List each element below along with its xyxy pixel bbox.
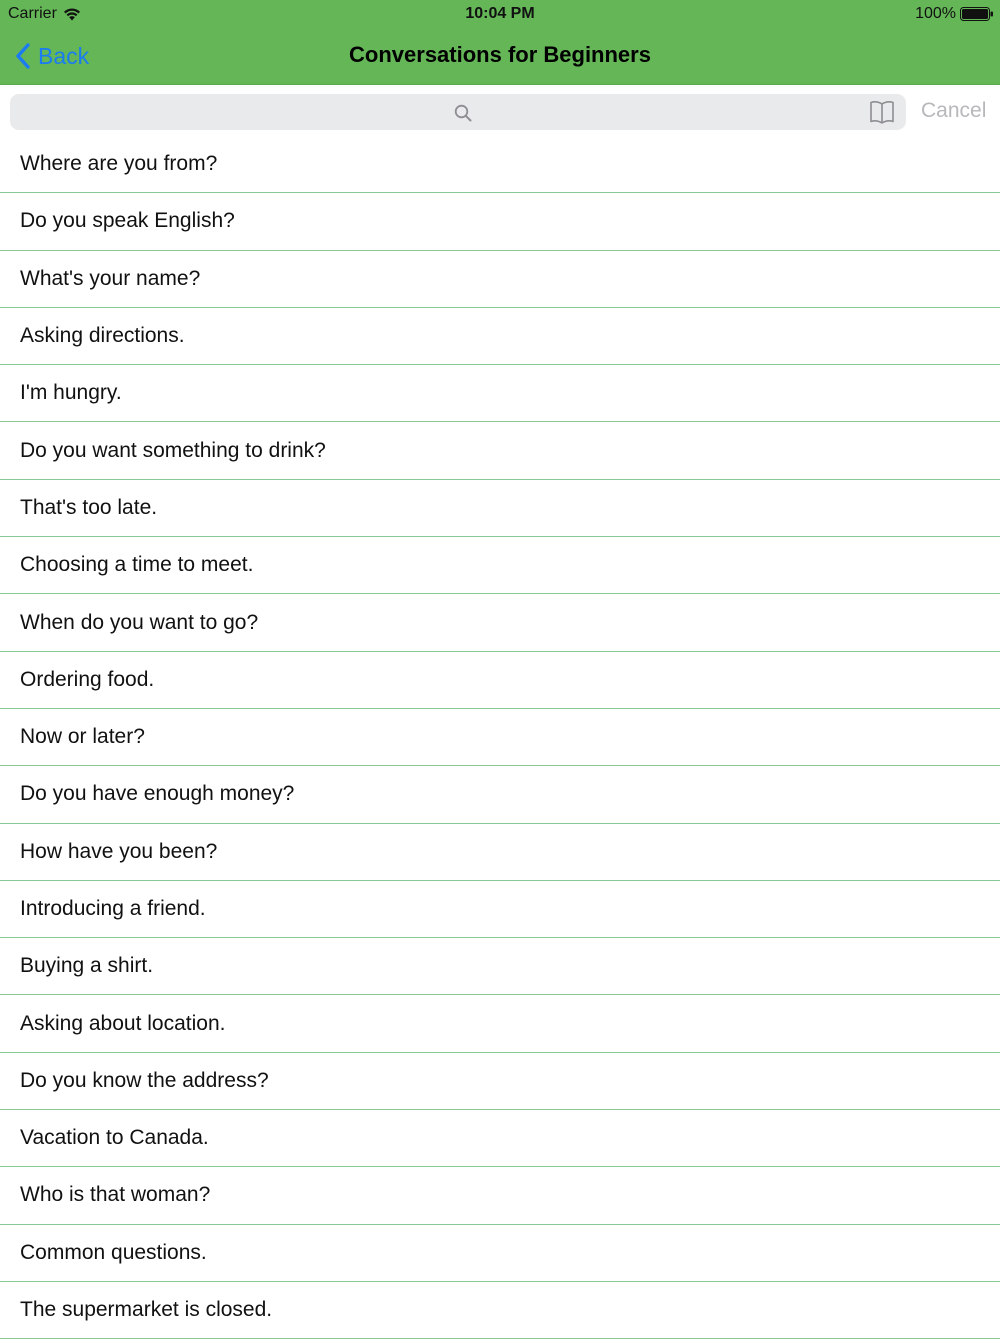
list-item[interactable]: Who is that woman? bbox=[0, 1167, 1000, 1224]
navigation-header bbox=[0, 0, 1000, 85]
bookmarks-icon[interactable] bbox=[868, 98, 896, 126]
back-label: Back bbox=[38, 42, 90, 69]
list-item[interactable]: Common questions. bbox=[0, 1225, 1000, 1282]
status-bar bbox=[0, 0, 1000, 28]
list-item[interactable]: Now or later? bbox=[0, 709, 1000, 766]
list-item[interactable]: What's your name? bbox=[0, 251, 1000, 308]
nav-bar bbox=[0, 28, 1000, 84]
list-item[interactable]: Buying a shirt. bbox=[0, 938, 1000, 995]
list-item[interactable]: Asking about location. bbox=[0, 995, 1000, 1052]
list-item[interactable]: Ordering food. bbox=[0, 652, 1000, 709]
page-title: Conversations for Beginners bbox=[349, 42, 651, 67]
cancel-button[interactable]: Cancel bbox=[921, 99, 987, 122]
back-button[interactable] bbox=[14, 40, 89, 72]
list-item[interactable]: When do you want to go? bbox=[0, 594, 1000, 651]
search-icon bbox=[453, 103, 473, 123]
list-item[interactable]: That's too late. bbox=[0, 480, 1000, 537]
chevron-left-icon bbox=[14, 42, 32, 70]
list-item[interactable]: Where are you from? bbox=[0, 136, 1000, 193]
list-item[interactable]: Do you know the address? bbox=[0, 1053, 1000, 1110]
list-item[interactable]: Do you speak English? bbox=[0, 193, 1000, 250]
list-item[interactable]: Do you have enough money? bbox=[0, 766, 1000, 823]
list-item[interactable]: Choosing a time to meet. bbox=[0, 537, 1000, 594]
list-item[interactable]: I'm hungry. bbox=[0, 365, 1000, 422]
search-field-container bbox=[10, 94, 906, 130]
list-item[interactable]: Asking directions. bbox=[0, 308, 1000, 365]
list-item[interactable]: Do you want something to drink? bbox=[0, 422, 1000, 479]
search-bar bbox=[0, 85, 1000, 136]
list-item[interactable]: Vacation to Canada. bbox=[0, 1110, 1000, 1167]
status-time: 10:04 PM bbox=[465, 5, 535, 22]
carrier-label: Carrier bbox=[8, 5, 57, 22]
battery-percent: 100% bbox=[915, 5, 956, 22]
conversation-list bbox=[0, 136, 1000, 1339]
list-item[interactable]: How have you been? bbox=[0, 824, 1000, 881]
battery-icon bbox=[960, 7, 994, 21]
list-item[interactable]: The supermarket is closed. bbox=[0, 1282, 1000, 1339]
battery-status bbox=[915, 5, 994, 23]
list-item[interactable]: Introducing a friend. bbox=[0, 881, 1000, 938]
